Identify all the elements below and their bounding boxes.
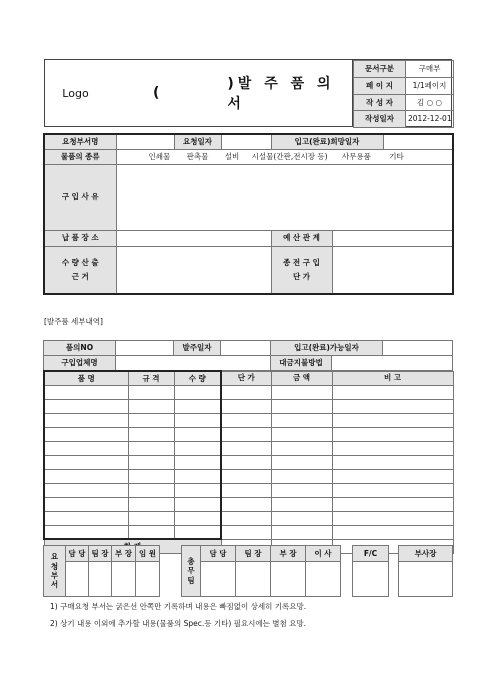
item-cell[interactable] <box>128 441 174 455</box>
gen-col: 부 장 <box>271 546 306 562</box>
meta-value: 구매부 <box>406 61 454 78</box>
fc-label: F/C <box>353 546 389 562</box>
date-field[interactable] <box>221 134 271 149</box>
col-unit-price: 단 가 <box>221 371 271 385</box>
reason-field[interactable] <box>116 164 453 230</box>
detail-section-title: [발주품 세부내역] <box>44 317 103 326</box>
item-row <box>44 441 453 455</box>
item-cell[interactable] <box>271 427 332 441</box>
order-date-label: 발주일자 <box>174 341 221 356</box>
item-cell[interactable] <box>174 469 221 483</box>
title-text: )발 주 품 의 서 <box>227 76 335 112</box>
no-label: 품의NO <box>44 341 116 356</box>
item-cell[interactable] <box>44 469 128 483</box>
item-row <box>44 399 453 413</box>
item-rows <box>44 385 453 539</box>
item-cell[interactable] <box>174 483 221 497</box>
sign-box[interactable] <box>353 562 389 597</box>
meta-table <box>353 60 454 128</box>
item-cell[interactable] <box>332 483 453 497</box>
item-cell[interactable] <box>128 525 174 539</box>
item-cell[interactable] <box>271 413 332 427</box>
due-label: 입고(완료)희망일자 <box>271 134 383 149</box>
item-cell[interactable] <box>174 525 221 539</box>
gen-col: 팀 장 <box>236 546 271 562</box>
item-cell[interactable] <box>332 525 453 539</box>
item-cell[interactable] <box>332 427 453 441</box>
qty-basis-field[interactable] <box>116 246 271 294</box>
kind-option[interactable]: 인쇄물 <box>148 151 171 161</box>
item-cell[interactable] <box>174 441 221 455</box>
title-open: ( <box>153 85 160 101</box>
sign-box[interactable] <box>136 562 160 597</box>
item-cell[interactable] <box>128 399 174 413</box>
req-col: 팀 장 <box>89 546 112 562</box>
item-row <box>44 483 453 497</box>
order-date-field[interactable] <box>221 341 271 356</box>
meta-label: 페 이 지 <box>354 77 406 94</box>
items-table <box>43 370 454 554</box>
item-row <box>44 525 453 539</box>
item-cell[interactable] <box>332 497 453 511</box>
document-title <box>107 60 353 126</box>
sign-box[interactable] <box>236 562 271 597</box>
unit-price-field[interactable] <box>332 246 453 294</box>
item-row <box>44 497 453 511</box>
sign-box[interactable] <box>271 562 306 597</box>
unit-price-line: 종 전 구 입 <box>283 257 320 267</box>
item-cell[interactable] <box>44 483 128 497</box>
item-cell[interactable] <box>221 413 271 427</box>
spacer <box>160 546 182 597</box>
item-cell[interactable] <box>332 511 453 525</box>
item-cell[interactable] <box>128 413 174 427</box>
gen-col: 담 당 <box>201 546 236 562</box>
president-label: 부사장 <box>399 546 453 562</box>
kind-option[interactable]: 설비 <box>224 151 240 161</box>
item-cell[interactable] <box>128 511 174 525</box>
date-label: 요청일자 <box>174 134 221 149</box>
kind-option[interactable]: 판촉물 <box>186 151 209 161</box>
sign-box[interactable] <box>306 562 341 597</box>
item-cell[interactable] <box>271 525 332 539</box>
item-cell[interactable] <box>271 399 332 413</box>
col-spec: 규 격 <box>128 371 174 385</box>
place-label: 납 품 장 소 <box>44 230 116 246</box>
item-row <box>44 455 453 469</box>
item-cell[interactable] <box>44 441 128 455</box>
item-row <box>44 469 453 483</box>
item-cell[interactable] <box>271 511 332 525</box>
avail-label: 입고(완료)가능일자 <box>271 341 383 356</box>
item-cell[interactable] <box>44 399 128 413</box>
due-field[interactable] <box>383 134 453 149</box>
item-cell[interactable] <box>44 385 128 399</box>
dept-label: 요청부서명 <box>44 134 116 149</box>
item-cell[interactable] <box>332 469 453 483</box>
sign-box[interactable] <box>399 562 453 597</box>
kind-label: 물품의 종류 <box>44 149 116 164</box>
sign-box[interactable] <box>201 562 236 597</box>
req-col: 담 당 <box>66 546 89 562</box>
item-cell[interactable] <box>174 455 221 469</box>
req-approval-label: 요청부서 <box>44 546 66 597</box>
item-cell[interactable] <box>271 441 332 455</box>
item-cell[interactable] <box>221 427 271 441</box>
item-row <box>44 385 453 399</box>
item-cell[interactable] <box>128 497 174 511</box>
item-row <box>44 413 453 427</box>
gen-col: 이 사 <box>306 546 341 562</box>
note-1: 1) 구매요청 부서는 굵은선 안쪽만 기록하며 내용은 빠짐없이 상세히 기록요망. <box>50 602 307 611</box>
meta-value: 1/1페이지 <box>406 77 454 94</box>
kind-options <box>116 149 453 164</box>
unit-price-line: 단 가 <box>292 271 311 281</box>
spacer <box>389 546 399 597</box>
unit-price-label <box>271 246 332 294</box>
meta-value: 김 ○ ○ <box>406 94 454 111</box>
item-cell[interactable] <box>128 385 174 399</box>
logo: Logo <box>45 60 107 126</box>
dept-field[interactable] <box>116 134 174 149</box>
item-cell[interactable] <box>221 441 271 455</box>
sign-box[interactable] <box>89 562 112 597</box>
item-cell[interactable] <box>332 413 453 427</box>
item-cell[interactable] <box>271 497 332 511</box>
item-cell[interactable] <box>271 483 332 497</box>
col-name: 품 명 <box>44 371 128 385</box>
item-cell[interactable] <box>174 385 221 399</box>
item-cell[interactable] <box>332 441 453 455</box>
item-cell[interactable] <box>221 385 271 399</box>
meta-label: 작성일자 <box>354 111 406 128</box>
item-cell[interactable] <box>271 469 332 483</box>
note-2: 2) 상기 내용 이외에 추가할 내용(물품의 Spec.등 기타) 필요시에는 별첨 요망. <box>50 619 307 628</box>
sign-box[interactable] <box>112 562 136 597</box>
qty-basis-line: 수 량 산 출 <box>61 257 99 267</box>
item-row <box>44 427 453 441</box>
item-cell[interactable] <box>271 385 332 399</box>
item-cell[interactable] <box>128 455 174 469</box>
avail-field[interactable] <box>383 341 453 356</box>
item-cell[interactable] <box>174 399 221 413</box>
item-cell[interactable] <box>174 413 221 427</box>
qty-basis-label <box>44 246 116 294</box>
item-cell[interactable] <box>332 399 453 413</box>
col-remark: 비 고 <box>332 371 453 385</box>
kind-option[interactable]: 기타 <box>389 151 404 161</box>
vendor-field[interactable] <box>116 356 271 371</box>
item-cell[interactable] <box>174 427 221 441</box>
sign-box[interactable] <box>66 562 89 597</box>
item-cell[interactable] <box>174 497 221 511</box>
no-field[interactable] <box>116 341 174 356</box>
budget-label: 예 산 관 계 <box>271 230 332 246</box>
vendor-label: 구입업체명 <box>44 356 116 371</box>
approval-table <box>43 545 453 597</box>
payment-label: 대금지불방법 <box>271 356 332 371</box>
item-cell[interactable] <box>221 399 271 413</box>
item-cell[interactable] <box>221 469 271 483</box>
spacer <box>341 546 353 597</box>
item-row <box>44 511 453 525</box>
req-col: 임 원 <box>136 546 160 562</box>
request-table <box>43 133 454 295</box>
gen-approval-label: 총무팀 <box>182 546 201 597</box>
item-cell[interactable] <box>221 455 271 469</box>
meta-label: 문서구분 <box>354 61 406 78</box>
qty-basis-line: 근 거 <box>71 271 89 281</box>
item-cell[interactable] <box>128 483 174 497</box>
item-cell[interactable] <box>332 385 453 399</box>
item-cell[interactable] <box>221 525 271 539</box>
item-cell[interactable] <box>44 427 128 441</box>
col-qty: 수 량 <box>174 371 221 385</box>
meta-value: 2012-12-01 <box>406 111 454 128</box>
item-cell[interactable] <box>44 525 128 539</box>
detail-table <box>43 340 453 371</box>
item-cell[interactable] <box>44 511 128 525</box>
budget-field[interactable] <box>332 230 453 246</box>
kind-option[interactable]: 사무용품 <box>341 151 371 161</box>
col-amount: 금 액 <box>271 371 332 385</box>
item-cell[interactable] <box>128 469 174 483</box>
meta-label: 작 성 자 <box>354 94 406 111</box>
kind-option[interactable]: 시설물(간판,전시장 등) <box>251 151 328 161</box>
item-cell[interactable] <box>221 497 271 511</box>
item-cell[interactable] <box>44 413 128 427</box>
item-cell[interactable] <box>332 455 453 469</box>
item-cell[interactable] <box>271 455 332 469</box>
item-cell[interactable] <box>221 483 271 497</box>
item-cell[interactable] <box>44 497 128 511</box>
payment-field[interactable] <box>332 356 453 371</box>
item-cell[interactable] <box>221 511 271 525</box>
item-cell[interactable] <box>128 427 174 441</box>
item-cell[interactable] <box>44 455 128 469</box>
place-field[interactable] <box>116 230 271 246</box>
document-header <box>44 59 452 127</box>
reason-label: 구 입 사 유 <box>44 164 116 230</box>
req-col: 부 장 <box>112 546 136 562</box>
item-cell[interactable] <box>174 511 221 525</box>
